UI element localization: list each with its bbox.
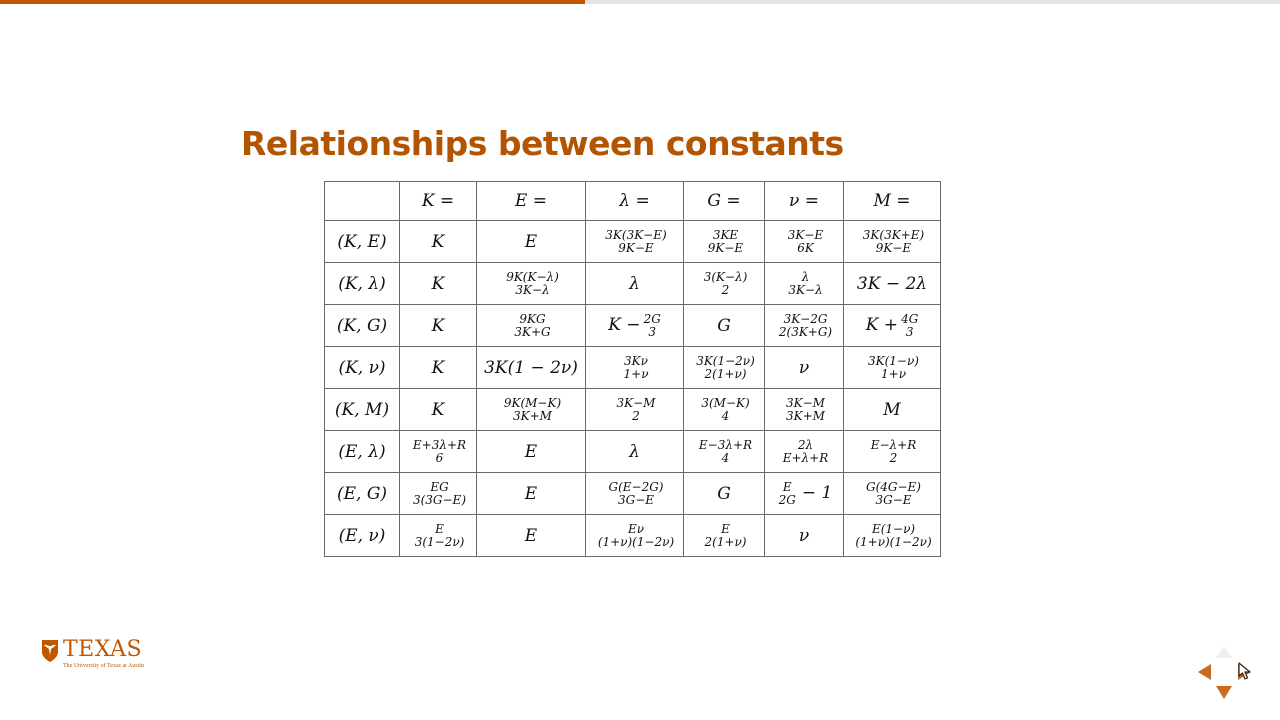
table-row <box>325 389 941 431</box>
table-row <box>325 473 941 515</box>
nav-left-icon[interactable] <box>1198 664 1211 680</box>
fraction-denominator: 3K+M <box>786 408 825 423</box>
cell-expression <box>602 227 667 255</box>
cell-prefix: K + <box>865 315 899 335</box>
table-cell <box>477 515 586 557</box>
table-cell <box>844 305 941 347</box>
fraction-numerator: 3K(1−ν) <box>868 353 919 368</box>
fraction-denominator: 4 <box>721 450 730 465</box>
cell-expression <box>776 311 833 339</box>
fraction-numerator: 9K(K−λ) <box>506 269 559 284</box>
fraction <box>779 313 832 338</box>
fraction <box>413 481 466 506</box>
fraction-numerator: E <box>782 479 792 494</box>
progress-bar <box>0 0 1280 4</box>
fraction <box>855 523 931 548</box>
cell-expression <box>608 311 661 339</box>
fraction-numerator: E−3λ+R <box>698 437 753 452</box>
fraction-denominator: 2(1+ν) <box>704 366 747 381</box>
table-cell <box>765 515 844 557</box>
fraction-numerator: E <box>435 521 444 536</box>
table-cell <box>765 431 844 473</box>
fraction <box>901 313 918 338</box>
cell-expression <box>701 269 748 297</box>
cell-expression: 3K − 2λ <box>856 273 928 294</box>
fraction-denominator: 3K+M <box>513 408 552 423</box>
fraction-numerator: G(E−2G) <box>608 479 664 494</box>
fraction-denominator: 1+ν <box>881 366 906 381</box>
fraction-denominator: 3K−λ <box>788 282 823 297</box>
table-cell <box>844 263 941 305</box>
fraction-denominator: 1+ν <box>623 366 649 381</box>
table-cell <box>400 515 477 557</box>
fraction-numerator: 2λ <box>797 437 814 452</box>
fraction-denominator: 3 <box>905 324 914 339</box>
cell-expression: K <box>431 315 445 336</box>
cell-expression <box>698 395 750 423</box>
row-header: (E, λ) <box>325 431 400 473</box>
fraction-denominator: 3 <box>648 324 656 339</box>
mouse-pointer-icon <box>1238 662 1252 680</box>
fraction-denominator: 3(1−2ν) <box>414 534 465 549</box>
table-cell <box>586 389 684 431</box>
fraction-numerator: 3KE <box>712 227 739 242</box>
fraction <box>868 355 919 380</box>
fraction-denominator: 6K <box>797 240 814 255</box>
table-row <box>325 221 941 263</box>
fraction-numerator: 3K(3K−E) <box>605 227 667 242</box>
row-header: (E, G) <box>325 473 400 515</box>
row-header: (E, ν) <box>325 515 400 557</box>
table-cell <box>477 473 586 515</box>
row-header: (K, ν) <box>325 347 400 389</box>
fraction-denominator: 2 <box>632 408 640 423</box>
table-cell <box>684 431 765 473</box>
column-header: K = <box>400 182 477 221</box>
fraction-denominator: 4 <box>721 408 730 423</box>
fraction <box>644 313 661 338</box>
progress-bar-fill <box>0 0 585 4</box>
cell-expression <box>693 353 755 381</box>
fraction <box>783 439 829 464</box>
cell-expression: K <box>431 273 445 294</box>
cell-expression: K <box>431 231 445 252</box>
fraction-numerator: 9K(M−K) <box>503 395 562 410</box>
cell-expression <box>783 395 825 423</box>
cell-expression <box>865 353 919 381</box>
cell-expression <box>852 521 932 549</box>
table-cell <box>765 473 844 515</box>
fraction <box>866 481 921 506</box>
cell-prefix: K − <box>608 315 641 335</box>
nav-down-icon[interactable] <box>1216 686 1232 699</box>
column-header: λ = <box>586 182 684 221</box>
table-row <box>325 515 941 557</box>
table-cell <box>400 263 477 305</box>
table-cell <box>586 473 684 515</box>
table-cell <box>400 473 477 515</box>
column-header: E = <box>477 182 586 221</box>
cell-expression <box>702 521 747 549</box>
fraction-numerator: 3K(1−2ν) <box>696 353 755 368</box>
row-header: (K, M) <box>325 389 400 431</box>
fraction-numerator: G(4G−E) <box>866 479 921 494</box>
cell-expression <box>863 479 921 507</box>
column-header: M = <box>844 182 941 221</box>
row-header: (K, λ) <box>325 263 400 305</box>
cell-expression <box>780 437 829 465</box>
cell-expression <box>776 479 833 507</box>
fraction <box>788 271 822 296</box>
fraction-denominator: 3G−E <box>875 492 912 507</box>
fraction-numerator: 9KG <box>519 311 546 326</box>
logo-wordmark: TEXAS <box>63 637 143 662</box>
table-cell <box>765 221 844 263</box>
cell-expression <box>410 479 467 507</box>
fraction <box>701 397 749 422</box>
fraction-numerator: 3K−M <box>786 395 825 410</box>
cell-expression: E <box>524 441 538 462</box>
table-cell <box>684 263 765 305</box>
table-row <box>325 305 941 347</box>
table-cell <box>765 389 844 431</box>
fraction-denominator: 3G−E <box>617 492 655 507</box>
table-cell <box>684 515 765 557</box>
table-cell <box>400 389 477 431</box>
fraction-denominator: (1+ν)(1−2ν) <box>855 534 932 549</box>
table-cell <box>844 473 941 515</box>
fraction <box>788 229 823 254</box>
cell-expression: G <box>717 315 731 336</box>
fraction-denominator: E+λ+R <box>782 450 829 465</box>
cell-expression: E <box>524 525 538 546</box>
table-row <box>325 431 941 473</box>
longhorn-shield-icon <box>41 639 59 663</box>
fraction-denominator: 9K−E <box>875 240 912 255</box>
fraction-numerator: E(1−ν) <box>871 521 916 536</box>
cell-expression <box>511 311 551 339</box>
fraction-numerator: 2G <box>643 311 661 326</box>
table-header-row <box>325 182 941 221</box>
fraction-numerator: E <box>721 521 730 536</box>
university-logo <box>41 639 144 669</box>
cell-expression <box>606 479 664 507</box>
cell-expression: M <box>883 399 901 420</box>
table-cell <box>684 473 765 515</box>
fraction-numerator: 3K−2G <box>783 311 828 326</box>
table-cell <box>765 347 844 389</box>
logo-subtitle: The University of Texas at Austin <box>63 663 144 669</box>
table-row <box>325 347 941 389</box>
cell-expression <box>614 395 656 423</box>
fraction-numerator: 3Kν <box>624 353 648 368</box>
fraction <box>605 229 666 254</box>
column-header: G = <box>684 182 765 221</box>
cell-expression <box>503 269 559 297</box>
fraction <box>624 355 649 380</box>
cell-expression: E <box>524 483 538 504</box>
fraction <box>779 481 796 506</box>
fraction <box>504 397 561 422</box>
cell-expression: ν <box>798 525 810 546</box>
constants-table <box>324 181 941 557</box>
table-cell <box>586 263 684 305</box>
fraction-numerator: 3(M−K) <box>701 395 750 410</box>
table-cell <box>684 389 765 431</box>
fraction <box>696 355 755 380</box>
fraction-denominator: 9K−E <box>707 240 744 255</box>
fraction <box>415 523 465 548</box>
cell-expression: K <box>431 357 445 378</box>
table-cell <box>586 515 684 557</box>
table-row <box>325 263 941 305</box>
cell-suffix: − 1 <box>801 483 833 503</box>
fraction <box>514 313 550 338</box>
table-cell <box>684 347 765 389</box>
fraction <box>705 523 747 548</box>
fraction-denominator: 2(1+ν) <box>704 534 747 549</box>
cell-expression: E <box>524 231 538 252</box>
cell-expression <box>785 269 823 297</box>
fraction-numerator: 3K(3K+E) <box>862 227 925 242</box>
table-cell <box>586 431 684 473</box>
fraction <box>871 439 917 464</box>
fraction-denominator: (1+ν)(1−2ν) <box>597 534 675 549</box>
fraction <box>506 271 559 296</box>
table-cell <box>400 221 477 263</box>
fraction <box>617 397 656 422</box>
fraction-numerator: 3K−M <box>616 395 656 410</box>
column-header: ν = <box>765 182 844 221</box>
cell-expression: G <box>717 483 731 504</box>
fraction-numerator: 4G <box>901 311 919 326</box>
fraction <box>413 439 466 464</box>
row-header: (K, G) <box>325 305 400 347</box>
fraction-numerator: E+3λ+R <box>412 437 467 452</box>
fraction-denominator: 3(3G−E) <box>412 492 467 507</box>
cell-expression <box>705 227 744 255</box>
cell-expression: λ <box>629 441 640 462</box>
cell-expression: 3K(1 − 2ν) <box>484 357 578 378</box>
table-cell <box>684 305 765 347</box>
table-cell <box>400 347 477 389</box>
table-cell <box>477 263 586 305</box>
fraction <box>786 397 825 422</box>
cell-expression <box>412 521 465 549</box>
table-cell <box>586 305 684 347</box>
fraction-numerator: EG <box>430 479 449 494</box>
row-header: (K, E) <box>325 221 400 263</box>
table-cell <box>477 389 586 431</box>
table-cell <box>586 221 684 263</box>
fraction-numerator: λ <box>801 269 810 284</box>
fraction-denominator: 3K+G <box>514 324 551 339</box>
table-cell <box>844 347 941 389</box>
fraction-denominator: 2 <box>889 450 898 465</box>
cell-expression: K <box>431 399 445 420</box>
cell-expression <box>868 437 917 465</box>
cell-expression <box>410 437 467 465</box>
fraction-denominator: 2(3K+G) <box>778 324 833 339</box>
fraction-denominator: 6 <box>435 450 444 465</box>
fraction-numerator: 3K−E <box>787 227 824 242</box>
cell-expression <box>696 437 753 465</box>
fraction <box>708 229 743 254</box>
fraction-numerator: Eν <box>627 521 645 536</box>
nav-up-icon[interactable] <box>1216 646 1232 658</box>
cell-expression <box>501 395 562 423</box>
fraction-denominator: 9K−E <box>618 240 654 255</box>
table-cell <box>586 347 684 389</box>
cell-expression: ν <box>798 357 810 378</box>
table-cell <box>844 515 941 557</box>
cell-expression <box>865 311 919 339</box>
fraction <box>863 229 924 254</box>
cell-expression <box>860 227 925 255</box>
fraction-denominator: 3K−λ <box>515 282 550 297</box>
fraction-numerator: 3(K−λ) <box>703 269 748 284</box>
cell-expression: λ <box>629 273 640 294</box>
cell-expression <box>785 227 824 255</box>
table-cell <box>477 221 586 263</box>
slide-title: Relationships between constants <box>241 124 844 163</box>
table-cell <box>477 431 586 473</box>
table-cell <box>844 389 941 431</box>
fraction <box>699 439 752 464</box>
fraction <box>609 481 664 506</box>
cell-expression <box>595 521 675 549</box>
fraction-numerator: E−λ+R <box>870 437 917 452</box>
table-cell <box>844 221 941 263</box>
fraction <box>704 271 748 296</box>
table-cell <box>684 221 765 263</box>
table-cell <box>844 431 941 473</box>
table-cell <box>400 431 477 473</box>
table-cell <box>765 263 844 305</box>
table-cell <box>765 305 844 347</box>
table-cell <box>477 347 586 389</box>
fraction-denominator: 2G <box>778 492 796 507</box>
fraction-denominator: 2 <box>721 282 730 297</box>
fraction <box>598 523 674 548</box>
table-cell <box>400 305 477 347</box>
cell-expression <box>621 353 649 381</box>
table-cell <box>477 305 586 347</box>
column-header <box>325 182 400 221</box>
